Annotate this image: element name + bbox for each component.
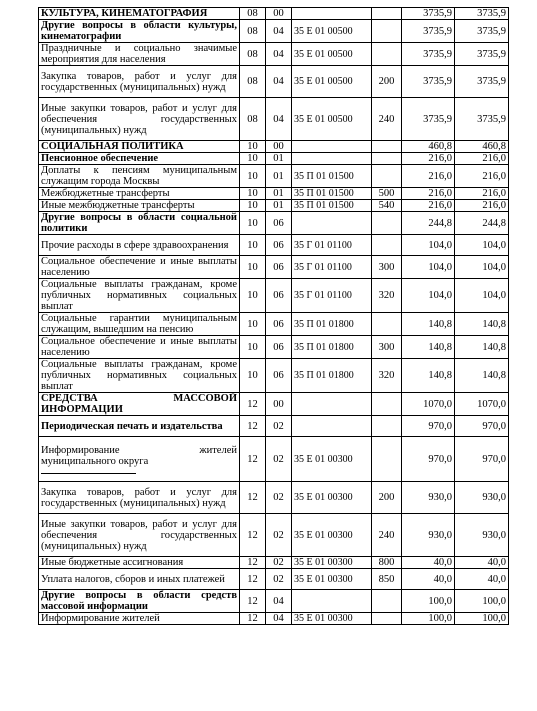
row-name-cell: Закупка товаров, работ и услуг для государственных (муниципальных) нужд: [39, 482, 240, 514]
subsection-code-cell: 00: [266, 8, 292, 20]
expense-type-cell: [372, 416, 402, 437]
target-article-cell: 35 Е 01 00300: [292, 613, 372, 625]
table-row: [39, 141, 509, 153]
amount-year1-cell: 100,0: [402, 590, 455, 613]
target-article-cell: [292, 141, 372, 153]
amount-year1-cell: 140,8: [402, 336, 455, 359]
table-row: [39, 514, 509, 557]
target-article-cell: 35 Г 01 01100: [292, 235, 372, 256]
expense-type-cell: [372, 613, 402, 625]
expense-type-cell: [372, 165, 402, 188]
amount-year2-cell: 970,0: [455, 416, 509, 437]
target-article-cell: [292, 416, 372, 437]
amount-year2-cell: 104,0: [455, 235, 509, 256]
target-article-cell: 35 Г 01 01100: [292, 256, 372, 279]
subsection-code-cell: 04: [266, 66, 292, 98]
amount-year2-cell: 104,0: [455, 256, 509, 279]
subsection-code-cell: 01: [266, 165, 292, 188]
amount-year1-cell: 216,0: [402, 153, 455, 165]
expense-type-cell: [372, 437, 402, 482]
expense-type-cell: [372, 590, 402, 613]
amount-year2-cell: 930,0: [455, 514, 509, 557]
expense-type-cell: [372, 212, 402, 235]
expense-type-cell: [372, 393, 402, 416]
table-row: [39, 212, 509, 235]
table-row: [39, 153, 509, 165]
amount-year1-cell: 3735,9: [402, 43, 455, 66]
budget-expenditure-table: [38, 7, 509, 625]
target-article-cell: [292, 212, 372, 235]
amount-year2-cell: 3735,9: [455, 98, 509, 141]
amount-year1-cell: 970,0: [402, 437, 455, 482]
subsection-code-cell: 06: [266, 279, 292, 313]
table-row: [39, 569, 509, 590]
row-name-cell: Социальные гарантии муниципальным служащим, вышедшим на пенсию: [39, 313, 240, 336]
amount-year2-cell: 40,0: [455, 569, 509, 590]
section-code-cell: 12: [240, 482, 266, 514]
section-code-cell: 12: [240, 514, 266, 557]
amount-year2-cell: 3735,9: [455, 8, 509, 20]
amount-year1-cell: 3735,9: [402, 20, 455, 43]
section-code-cell: 10: [240, 165, 266, 188]
table-row: [39, 256, 509, 279]
section-code-cell: 12: [240, 557, 266, 569]
subsection-code-cell: 06: [266, 313, 292, 336]
amount-year1-cell: 40,0: [402, 557, 455, 569]
subsection-code-cell: 06: [266, 336, 292, 359]
amount-year2-cell: 930,0: [455, 482, 509, 514]
section-code-cell: 10: [240, 359, 266, 393]
section-code-cell: 12: [240, 393, 266, 416]
row-name-cell: Доплаты к пенсиям муниципальным служащим города Москвы: [39, 165, 240, 188]
subsection-code-cell: 02: [266, 437, 292, 482]
section-code-cell: 10: [240, 235, 266, 256]
expense-type-cell: 200: [372, 66, 402, 98]
table-row: [39, 98, 509, 141]
row-name-cell: СРЕДСТВА МАССОВОЙ ИНФОРМАЦИИ: [39, 393, 240, 416]
target-article-cell: [292, 153, 372, 165]
section-code-cell: 08: [240, 98, 266, 141]
expense-type-cell: 300: [372, 336, 402, 359]
amount-year2-cell: 970,0: [455, 437, 509, 482]
amount-year1-cell: 216,0: [402, 165, 455, 188]
amount-year2-cell: 1070,0: [455, 393, 509, 416]
section-code-cell: 12: [240, 437, 266, 482]
target-article-cell: 35 Е 01 00500: [292, 98, 372, 141]
amount-year2-cell: 140,8: [455, 313, 509, 336]
table-row: [39, 482, 509, 514]
target-article-cell: 35 Г 01 01100: [292, 279, 372, 313]
expense-type-cell: 300: [372, 256, 402, 279]
section-code-cell: 08: [240, 8, 266, 20]
table-row: [39, 235, 509, 256]
amount-year2-cell: 216,0: [455, 188, 509, 200]
target-article-cell: 35 П 01 01500: [292, 188, 372, 200]
amount-year1-cell: 104,0: [402, 256, 455, 279]
section-code-cell: 08: [240, 20, 266, 43]
section-code-cell: 10: [240, 141, 266, 153]
row-name-cell: Закупка товаров, работ и услуг для государственных (муниципальных) нужд: [39, 66, 240, 98]
table-row: [39, 336, 509, 359]
amount-year2-cell: 100,0: [455, 613, 509, 625]
table-body: [39, 8, 509, 625]
section-code-cell: 10: [240, 212, 266, 235]
amount-year1-cell: 930,0: [402, 514, 455, 557]
section-code-cell: 08: [240, 43, 266, 66]
row-name-cell: Межбюджетные трансферты: [39, 188, 240, 200]
table-row: [39, 557, 509, 569]
amount-year1-cell: 104,0: [402, 235, 455, 256]
target-article-cell: 35 Е 01 00300: [292, 437, 372, 482]
section-code-cell: 12: [240, 613, 266, 625]
section-code-cell: 10: [240, 200, 266, 212]
amount-year1-cell: 1070,0: [402, 393, 455, 416]
table-row: [39, 188, 509, 200]
amount-year1-cell: 930,0: [402, 482, 455, 514]
subsection-code-cell: 06: [266, 235, 292, 256]
section-code-cell: 12: [240, 416, 266, 437]
section-code-cell: 12: [240, 590, 266, 613]
table-row: [39, 313, 509, 336]
expense-type-cell: [372, 8, 402, 20]
subsection-code-cell: 02: [266, 416, 292, 437]
section-code-cell: 08: [240, 66, 266, 98]
target-article-cell: 35 П 01 01800: [292, 336, 372, 359]
table-row: [39, 165, 509, 188]
subsection-code-cell: 04: [266, 43, 292, 66]
expense-type-cell: 240: [372, 98, 402, 141]
row-name-cell: Социальное обеспечение и иные выплаты населению: [39, 256, 240, 279]
table-row: [39, 590, 509, 613]
target-article-cell: 35 П 01 01800: [292, 359, 372, 393]
row-name-cell: Другие вопросы в области культуры, кинематографии: [39, 20, 240, 43]
amount-year1-cell: 40,0: [402, 569, 455, 590]
subsection-code-cell: 02: [266, 557, 292, 569]
amount-year1-cell: 460,8: [402, 141, 455, 153]
row-name-cell: Уплата налогов, сборов и иных платежей: [39, 569, 240, 590]
expense-type-cell: 800: [372, 557, 402, 569]
row-name-cell: Иные межбюджетные трансферты: [39, 200, 240, 212]
expense-type-cell: 240: [372, 514, 402, 557]
table-row: [39, 613, 509, 625]
amount-year1-cell: 140,8: [402, 359, 455, 393]
row-name-cell: Иные закупки товаров, работ и услуг для обеспечения государственных (муниципальных) нужд: [39, 98, 240, 141]
target-article-cell: 35 Е 01 00300: [292, 557, 372, 569]
target-article-cell: [292, 393, 372, 416]
amount-year2-cell: 244,8: [455, 212, 509, 235]
target-article-cell: 35 Е 01 00300: [292, 514, 372, 557]
amount-year2-cell: 140,8: [455, 336, 509, 359]
amount-year1-cell: 216,0: [402, 200, 455, 212]
section-code-cell: 10: [240, 313, 266, 336]
amount-year2-cell: 104,0: [455, 279, 509, 313]
target-article-cell: 35 Е 01 00500: [292, 43, 372, 66]
table-row: [39, 200, 509, 212]
amount-year2-cell: 100,0: [455, 590, 509, 613]
amount-year2-cell: 3735,9: [455, 43, 509, 66]
expense-type-cell: 540: [372, 200, 402, 212]
table-row: [39, 279, 509, 313]
table-row: [39, 20, 509, 43]
row-name-cell: Социальные выплаты гражданам, кроме публичных нормативных социальных выплат: [39, 279, 240, 313]
table-row: [39, 437, 509, 482]
amount-year2-cell: 460,8: [455, 141, 509, 153]
amount-year1-cell: 3735,9: [402, 98, 455, 141]
expense-type-cell: 320: [372, 359, 402, 393]
table-row: [39, 359, 509, 393]
row-name-cell: Праздничные и социально значимые мероприятия для населения: [39, 43, 240, 66]
expense-type-cell: 500: [372, 188, 402, 200]
row-name-cell: КУЛЬТУРА, КИНЕМАТОГРАФИЯ: [39, 8, 240, 20]
target-article-cell: 35 Е 01 00500: [292, 20, 372, 43]
row-name-cell: Периодическая печать и издательства: [39, 416, 240, 437]
expense-type-cell: 200: [372, 482, 402, 514]
row-name-cell: Социальные выплаты гражданам, кроме публичных нормативных социальных выплат: [39, 359, 240, 393]
row-name-cell: Иные закупки товаров, работ и услуг для обеспечения государственных (муниципальных) нужд: [39, 514, 240, 557]
amount-year2-cell: 216,0: [455, 200, 509, 212]
expense-type-cell: 320: [372, 279, 402, 313]
amount-year1-cell: 100,0: [402, 613, 455, 625]
amount-year1-cell: 3735,9: [402, 8, 455, 20]
budget-document-page: [38, 7, 509, 625]
table-row: [39, 43, 509, 66]
expense-type-cell: 850: [372, 569, 402, 590]
expense-type-cell: [372, 141, 402, 153]
row-name-cell: Информирование жителей: [39, 613, 240, 625]
subsection-code-cell: 04: [266, 20, 292, 43]
table-row: [39, 393, 509, 416]
subsection-code-cell: 06: [266, 256, 292, 279]
subsection-code-cell: 00: [266, 141, 292, 153]
row-name-cell: Информирование жителей муниципального округа: [39, 437, 240, 482]
subsection-code-cell: 06: [266, 359, 292, 393]
expense-type-cell: [372, 20, 402, 43]
subsection-code-cell: 01: [266, 200, 292, 212]
subsection-code-cell: 02: [266, 514, 292, 557]
target-article-cell: [292, 590, 372, 613]
subsection-code-cell: 04: [266, 98, 292, 141]
amount-year2-cell: 140,8: [455, 359, 509, 393]
expense-type-cell: [372, 153, 402, 165]
subsection-code-cell: 04: [266, 613, 292, 625]
amount-year2-cell: 40,0: [455, 557, 509, 569]
target-article-cell: [292, 8, 372, 20]
table-row: [39, 416, 509, 437]
row-name-cell: Другие вопросы в области социальной политики: [39, 212, 240, 235]
amount-year1-cell: 3735,9: [402, 66, 455, 98]
amount-year2-cell: 216,0: [455, 153, 509, 165]
amount-year1-cell: 216,0: [402, 188, 455, 200]
amount-year1-cell: 104,0: [402, 279, 455, 313]
row-name-cell: Пенсионное обеспечение: [39, 153, 240, 165]
target-article-cell: 35 П 01 01500: [292, 200, 372, 212]
amount-year1-cell: 244,8: [402, 212, 455, 235]
subsection-code-cell: 01: [266, 188, 292, 200]
expense-type-cell: [372, 235, 402, 256]
row-name-cell: Социальное обеспечение и иные выплаты населению: [39, 336, 240, 359]
section-code-cell: 12: [240, 569, 266, 590]
subsection-code-cell: 04: [266, 590, 292, 613]
target-article-cell: 35 Е 01 00300: [292, 569, 372, 590]
amount-year1-cell: 970,0: [402, 416, 455, 437]
subsection-code-cell: 01: [266, 153, 292, 165]
target-article-cell: 35 П 01 01500: [292, 165, 372, 188]
section-code-cell: 10: [240, 336, 266, 359]
expense-type-cell: [372, 313, 402, 336]
target-article-cell: 35 Е 01 00500: [292, 66, 372, 98]
subsection-code-cell: 00: [266, 393, 292, 416]
target-article-cell: 35 Е 01 00300: [292, 482, 372, 514]
signature-underline: [41, 467, 136, 474]
subsection-code-cell: 06: [266, 212, 292, 235]
table-row: [39, 66, 509, 98]
table-row: [39, 8, 509, 20]
amount-year1-cell: 140,8: [402, 313, 455, 336]
row-name-cell: СОЦИАЛЬНАЯ ПОЛИТИКА: [39, 141, 240, 153]
section-code-cell: 10: [240, 153, 266, 165]
expense-type-cell: [372, 43, 402, 66]
section-code-cell: 10: [240, 256, 266, 279]
section-code-cell: 10: [240, 279, 266, 313]
subsection-code-cell: 02: [266, 482, 292, 514]
section-code-cell: 10: [240, 188, 266, 200]
amount-year2-cell: 3735,9: [455, 66, 509, 98]
row-name-cell: Иные бюджетные ассигнования: [39, 557, 240, 569]
row-name-cell: Другие вопросы в области средств массовой информации: [39, 590, 240, 613]
subsection-code-cell: 02: [266, 569, 292, 590]
amount-year2-cell: 3735,9: [455, 20, 509, 43]
row-name-cell: Прочие расходы в сфере здравоохранения: [39, 235, 240, 256]
amount-year2-cell: 216,0: [455, 165, 509, 188]
target-article-cell: 35 П 01 01800: [292, 313, 372, 336]
